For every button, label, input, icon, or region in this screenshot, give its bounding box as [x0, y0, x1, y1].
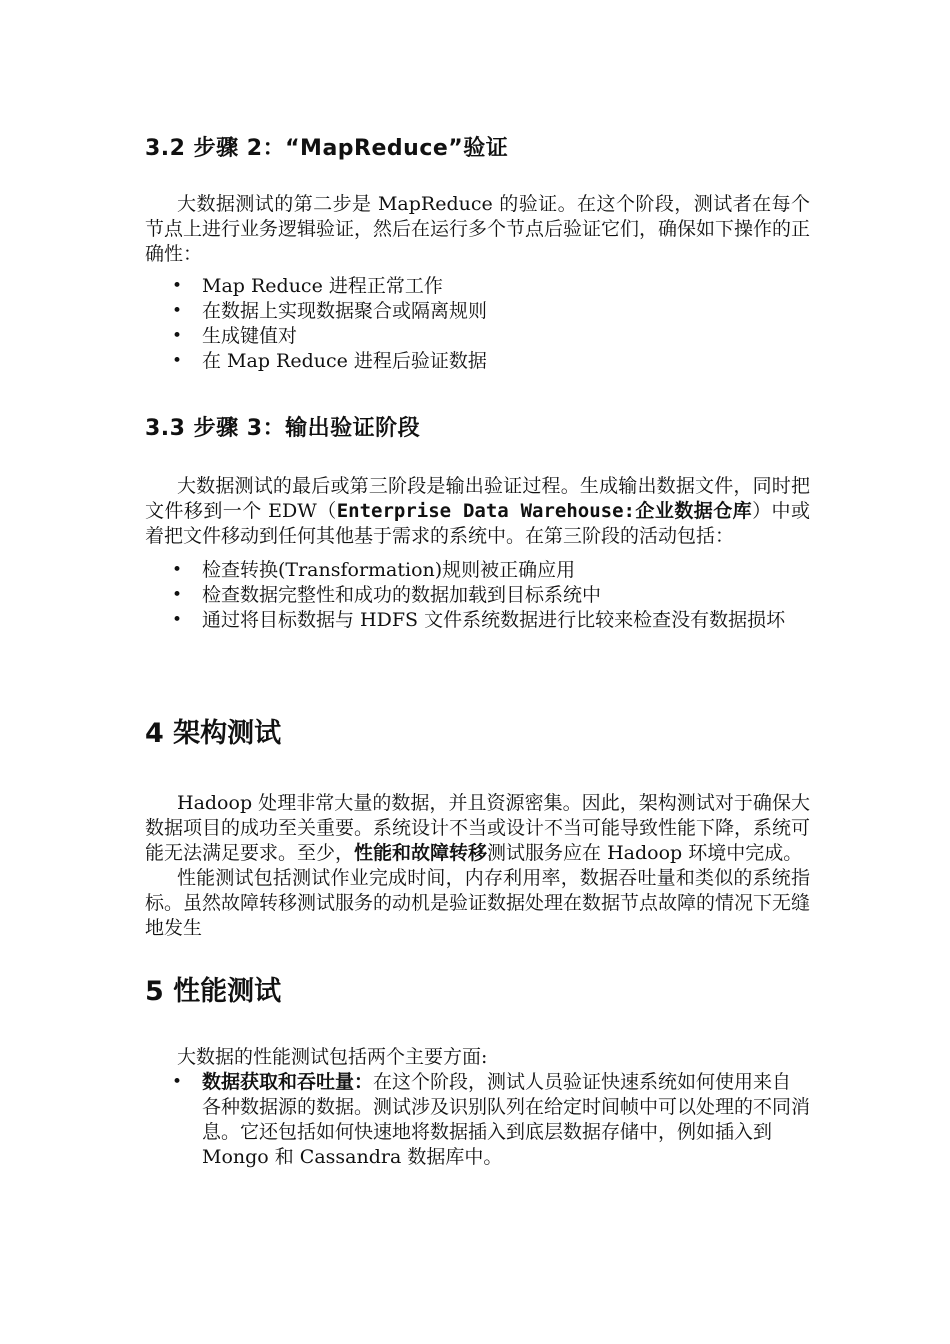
- section-3-2-paragraph: 大数据测试的第二步是 MapReduce 的验证。在这个阶段，测试者在每个节点上进行业务逻辑验证，然后在运行多个节点后验证它们，确保如下操作的正确性：: [145, 193, 811, 265]
- section-4-paragraph-1: [145, 791, 810, 866]
- section-4-paragraph-2: 性能测试包括测试作业完成时间，内存利用率，数据吞吐量和类似的系统指标。虽然故障转移测试服务的动机是验证数据处理在数据节点故障的情况下无缝地发生: [145, 867, 811, 939]
- paragraph-text: 大数据测试的最后或第三阶段是输出验证过程。生成输出数据文件，同时把文件移到一个 EDW（: [145, 475, 810, 522]
- list-item-text: 在这个阶段，测试人员验证快速系统如何使用来自各种数据源的数据。测试涉及识别队列在给定时间帧中可以处理的不同消息。它还包括如何快速地将数据插入到底层数据存储中，例如插入到 Mongo 和 Cassandra 数据库中。: [202, 1071, 811, 1168]
- list-item: [145, 1070, 810, 1170]
- section-3-3-list: [145, 558, 810, 633]
- list-item: • 通过将目标数据与 HDFS 文件系统数据进行比较来检查没有数据损坏: [145, 608, 810, 633]
- list-item: • 在 Map Reduce 进程后验证数据: [145, 349, 810, 374]
- paragraph-text: ）中或着把文件移动到任何其他基于需求的系统中。在第三阶段的活动包括：: [145, 500, 810, 547]
- list-item: • 生成键值对: [145, 324, 810, 349]
- section-5: [145, 975, 810, 1170]
- bold-term: 性能和故障转移: [354, 842, 488, 864]
- section-3-2-list: [145, 274, 810, 374]
- paragraph-text: Hadoop 处理非常大量的数据，并且资源密集。因此，架构测试对于确保大数据项目的成功至关重要。系统设计不当或设计不当可能导致性能下降，系统可能无法满足要求。至少，: [145, 792, 811, 864]
- section-5-heading: 5 性能测试: [145, 976, 282, 1007]
- list-item: • 检查数据完整性和成功的数据加载到目标系统中: [145, 583, 810, 608]
- section-3-3-paragraph: [145, 474, 810, 549]
- paragraph-text: 测试服务应在 Hadoop 环境中完成。: [487, 842, 803, 864]
- section-3-2: [145, 134, 810, 374]
- section-5-list: [145, 1070, 810, 1170]
- list-item: • Map Reduce 进程正常工作: [145, 274, 810, 299]
- edw-term: Enterprise Data Warehouse:企业数据仓库: [336, 500, 753, 522]
- section-4-heading: 4 架构测试: [145, 718, 282, 749]
- list-item: • 检查转换(Transformation)规则被正确应用: [145, 558, 810, 583]
- bold-term: 数据获取和吞吐量：: [202, 1071, 374, 1093]
- list-item: • 在数据上实现数据聚合或隔离规则: [145, 299, 810, 324]
- section-4: [145, 717, 810, 941]
- section-3-3: [145, 414, 810, 633]
- section-5-paragraph: 大数据的性能测试包括两个主要方面:: [177, 1046, 488, 1068]
- section-3-3-heading: 3.3 步骤 3：输出验证阶段: [145, 416, 421, 441]
- section-3-2-heading: 3.2 步骤 2：“MapReduce”验证: [145, 136, 509, 161]
